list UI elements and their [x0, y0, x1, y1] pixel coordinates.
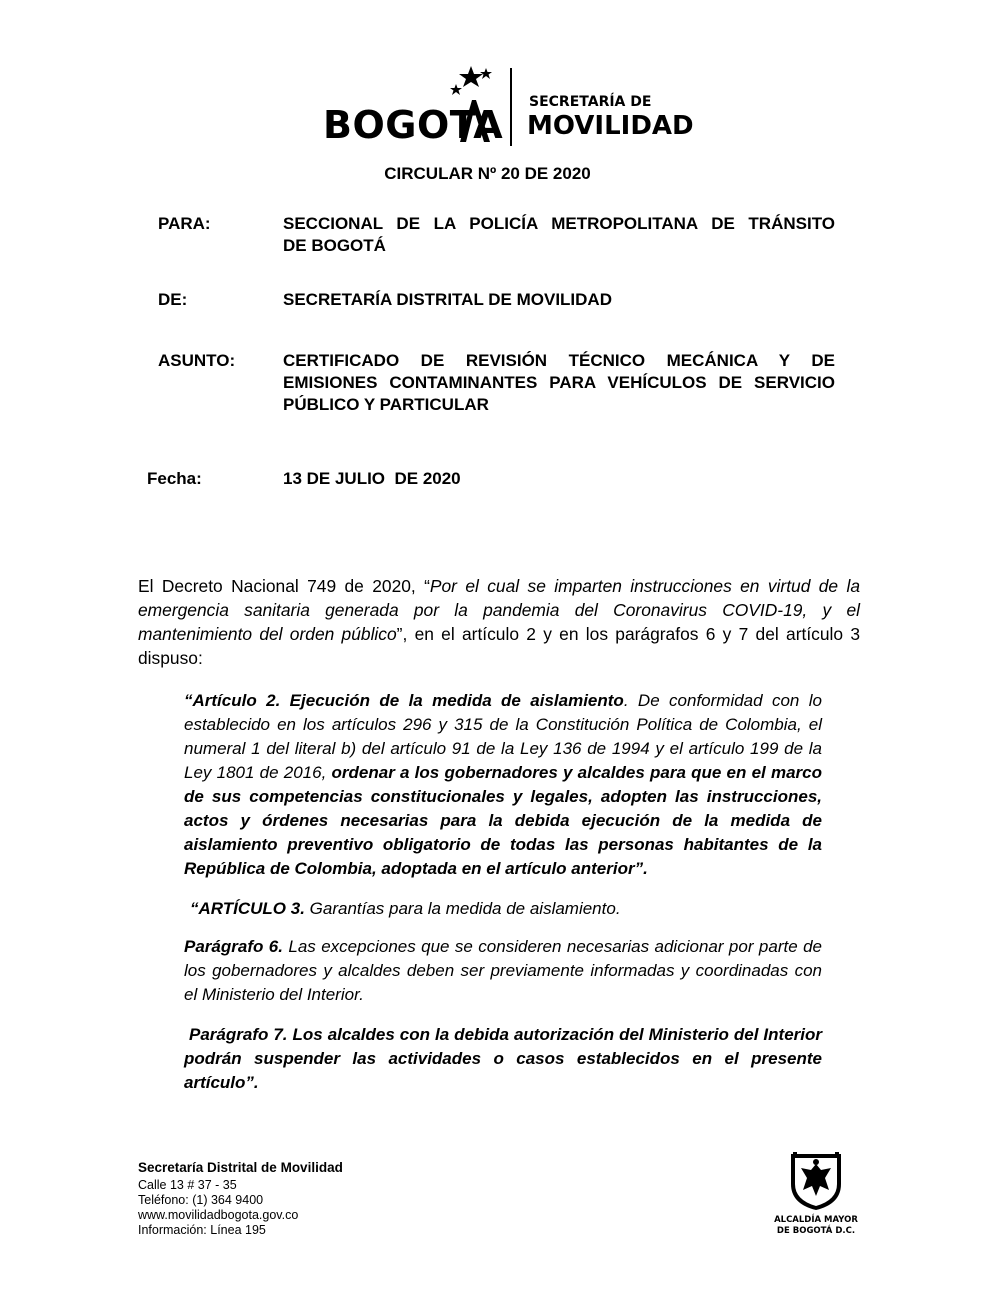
- asunto-line3: PÚBLICO Y PARTICULAR: [283, 395, 489, 414]
- logo-divider: [510, 68, 512, 146]
- decree-title: Por el cual se imparten instrucciones en virtud de la emergencia sanitaria generada por la pandemia del Coronavirus COVID-19, y el mantenimiento del orden público: [138, 576, 860, 644]
- asunto-value: [283, 350, 835, 416]
- footer-website: www.movilidadbogota.gov.co: [138, 1208, 299, 1222]
- intro-part2: ”, en el artículo 2 y en los parágrafos 6 y 7 del artículo 3 dispuso:: [138, 624, 860, 668]
- para-value-line2: DE BOGOTÁ: [283, 236, 386, 255]
- asunto-line2: EMISIONES CONTAMINANTES PARA VEHÍCULOS DE SERVICIO: [283, 373, 835, 392]
- article-2-order: ordenar a los gobernadores y alcaldes para que en el marco de sus competencias constitucionales y legales, adopten las instrucciones, actos y órdenes necesarias para la debida ejecución de la medida de aislamiento preventivo obligatorio de todas las personas habitantes de la República de Colombia, adoptada en el artículo anterior”.: [184, 763, 822, 878]
- circular-title: CIRCULAR Nº 20 DE 2020: [384, 164, 591, 183]
- paragrafo-6-text: Las excepciones que se consideren necesarias adicionar por parte de los gobernadores y alcaldes deben ser previamente informadas y coordinadas con el Ministerio del Interior.: [184, 937, 822, 1004]
- para-value-line1: SECCIONAL DE LA POLICÍA METROPOLITANA DE TRÁNSITO: [283, 214, 835, 233]
- article-3-heading: “ARTÍCULO 3.: [190, 899, 305, 918]
- quote-article-3: [190, 897, 828, 921]
- intro-part1: El Decreto Nacional 749 de 2020, “: [138, 576, 430, 596]
- para-value: [283, 213, 835, 257]
- article-3-text: Garantías para la medida de aislamiento.: [304, 899, 621, 918]
- logo-bogota-text: BOGOTA: [323, 103, 504, 147]
- intro-paragraph: [138, 574, 860, 670]
- footer-info: Información: Línea 195: [138, 1223, 266, 1237]
- alcaldia-line1: ALCALDÍA MAYOR: [774, 1215, 858, 1225]
- fecha-value: 13 DE JULIO DE 2020: [283, 469, 461, 488]
- logo-secretaria-label: SECRETARÍA DE: [529, 94, 652, 110]
- footer-title: Secretaría Distrital de Movilidad: [138, 1160, 343, 1175]
- de-value: SECRETARÍA DISTRITAL DE MOVILIDAD: [283, 290, 612, 309]
- fecha-label: Fecha:: [147, 469, 202, 488]
- paragrafo-6-heading: Parágrafo 6.: [184, 937, 283, 956]
- quote-paragrafo-6: [184, 935, 822, 1007]
- de-label: DE:: [158, 290, 188, 309]
- article-2-heading: “Artículo 2. Ejecución de la medida de aislamiento: [184, 691, 624, 710]
- footer-phone: Teléfono: (1) 364 9400: [138, 1193, 264, 1207]
- alcaldia-line2: DE BOGOTÁ D.C.: [776, 1226, 856, 1236]
- bogota-coat-of-arms-icon: [785, 1150, 847, 1212]
- para-label: PARA:: [158, 214, 211, 233]
- quote-paragrafo-7: Parágrafo 7. Los alcaldes con la debida autorización del Ministerio del Interior podrán suspender las actividades o casos establecidos en el presente artículo”.: [184, 1025, 822, 1092]
- asunto-line1: CERTIFICADO DE REVISIÓN TÉCNICO MECÁNICA Y DE: [283, 351, 835, 370]
- quote-article-2: [184, 689, 822, 881]
- logo-movilidad-label: MOVILIDAD: [527, 111, 694, 141]
- bogota-stars-icon: [438, 62, 500, 148]
- footer-address: Calle 13 # 37 - 35: [138, 1178, 237, 1192]
- article-2-text: . De conformidad con lo establecido en los artículos 296 y 315 de la Constitución Política de Colombia, el numeral 1 del literal b) del artículo 91 de la Ley 136 de 1994 y el artículo 199 de la Ley 1801 de 2016,: [184, 691, 822, 782]
- asunto-label: ASUNTO:: [158, 351, 236, 370]
